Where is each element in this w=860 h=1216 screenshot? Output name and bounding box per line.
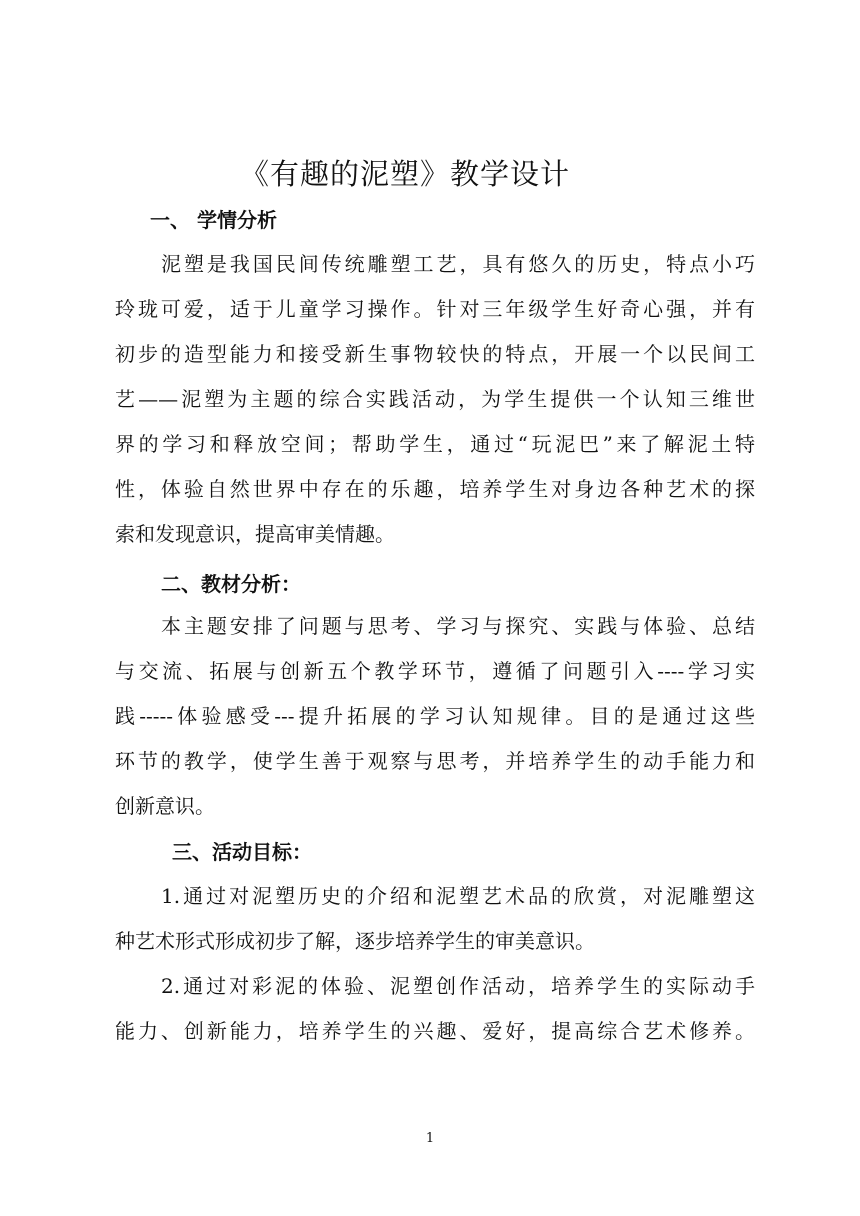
document-title: 《有趣的泥塑》教学设计 [239,157,570,191]
section-2-paragraph [115,604,755,829]
paragraph-line: 玲珑可爱，适于儿童学习操作。针对三年级学生好奇心强，并有 [115,297,755,321]
section-heading-2: 二、教材分析： [161,572,301,596]
section-1-paragraph [115,242,755,557]
section-heading-1: 一、 学情分析 [150,208,277,232]
paragraph-line: 索和发现意识，提高审美情趣。 [115,522,395,546]
paragraph-line: 种艺术形式形成初步了解，逐步培养学生的审美意识。 [115,929,595,953]
paragraph-line: 环节的教学，使学生善于观察与思考，并培养学生的动手能力和 [115,749,755,773]
paragraph-line: 初步的造型能力和接受新生事物较快的特点，开展一个以民间工 [115,342,755,366]
paragraph-line: 与交流、拓展与创新五个教学环节，遵循了问题引入----学习实 [115,659,755,683]
section-heading-3: 三、活动目标： [172,840,312,864]
section-3-paragraph [115,874,755,1054]
paragraph-line: 本主题安排了问题与思考、学习与探究、实践与体验、总结 [161,614,755,638]
paragraph-line: 艺——泥塑为主题的综合实践活动，为学生提供一个认知三维世 [115,387,755,411]
paragraph-line: 践-----体验感受---提升拓展的学习认知规律。目的是通过这些 [115,704,755,728]
paragraph-line: 创新意识。 [115,794,215,818]
paragraph-line: 性，体验自然世界中存在的乐趣，培养学生对身边各种艺术的探 [115,477,755,501]
page-number: 1 [425,1131,435,1146]
paragraph-line: 2.通过对彩泥的体验、泥塑创作活动，培养学生的实际动手 [161,974,755,998]
paragraph-line: 泥塑是我国民间传统雕塑工艺，具有悠久的历史，特点小巧 [161,252,755,276]
paragraph-line: 界的学习和释放空间；帮助学生，通过“玩泥巴”来了解泥土特 [115,432,755,456]
paragraph-line: 能力、创新能力，培养学生的兴趣、爱好，提高综合艺术修养。 [115,1019,755,1043]
paragraph-line: 1.通过对泥塑历史的介绍和泥塑艺术品的欣赏，对泥雕塑这 [161,884,755,908]
